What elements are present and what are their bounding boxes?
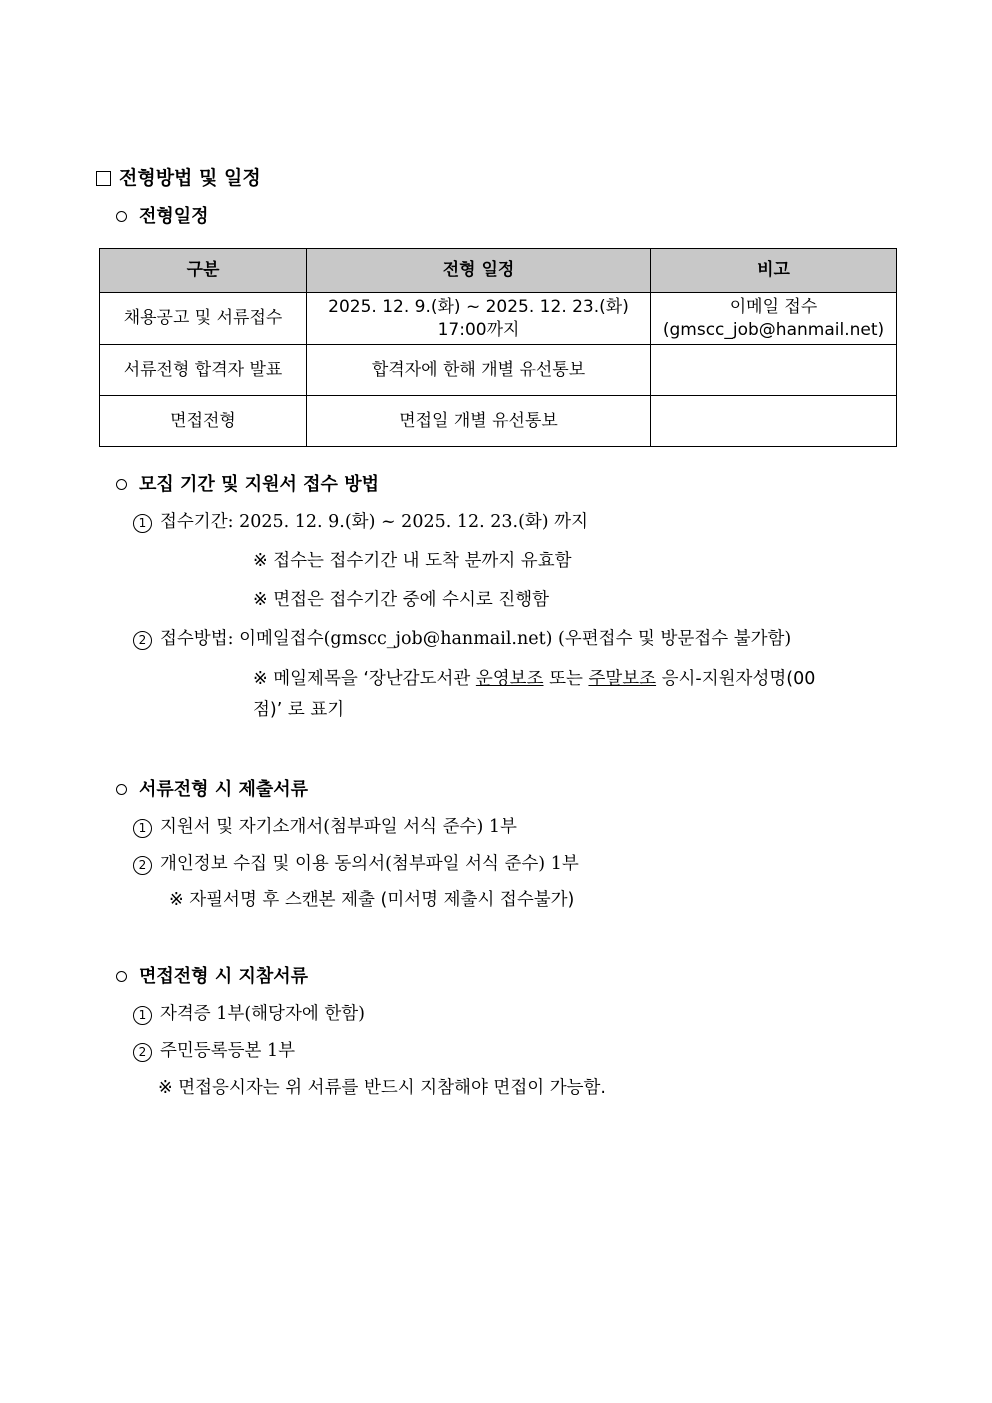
email-subject-option-1: 운영보조	[475, 669, 544, 689]
column-header-schedule: 전형 일정	[307, 249, 651, 293]
circled-number-icon: 2	[133, 856, 152, 875]
table-cell-category: 면접전형	[100, 396, 307, 447]
section-title-text: 전형방법 및 일정	[119, 167, 261, 189]
schedule-line: 17:00까지	[437, 319, 520, 340]
recruitment-heading-text: 모집 기간 및 지원서 접수 방법	[139, 474, 379, 495]
table-cell-category: 서류전형 합격자 발표	[100, 345, 307, 396]
email-subject-note-prefix: ※ 메일제목을 ‘장난감도서관	[253, 669, 476, 689]
table-row	[100, 345, 897, 396]
circled-number-icon: 1	[133, 514, 152, 533]
documents-note: ※ 자필서명 후 스캔본 제출 (미서명 제출시 접수불가)	[169, 890, 575, 910]
circled-number-icon: 2	[133, 1043, 152, 1062]
column-header-note: 비고	[651, 249, 897, 293]
table-cell-note	[651, 396, 897, 447]
circle-bullet-icon	[116, 784, 127, 795]
recruitment-note-1: ※ 접수는 접수기간 내 도착 분까지 유효함	[253, 551, 572, 571]
table-cell-schedule	[307, 293, 651, 345]
table-cell-schedule: 합격자에 한해 개별 유선통보	[307, 345, 651, 396]
documents-item-2-text: 개인정보 수집 및 이용 동의서(첨부파일 서식 준수) 1부	[160, 854, 579, 874]
table-header-row	[100, 249, 897, 293]
table-cell-schedule: 면접일 개별 유선통보	[307, 396, 651, 447]
interview-item-1-text: 자격증 1부(해당자에 한함)	[160, 1004, 365, 1024]
circled-number-icon: 1	[133, 819, 152, 838]
section-title	[96, 163, 261, 190]
schedule-table	[99, 248, 897, 447]
documents-heading-text: 서류전형 시 제출서류	[139, 779, 309, 800]
interview-item-2-text: 주민등록등본 1부	[160, 1041, 296, 1061]
interview-heading-text: 면접전형 시 지참서류	[139, 966, 309, 987]
documents-item-2	[133, 850, 579, 875]
circle-bullet-icon	[116, 971, 127, 982]
table-row	[100, 396, 897, 447]
email-subject-note	[253, 665, 815, 690]
recruitment-heading	[116, 470, 379, 496]
email-subject-note-suffix: 응시-지원자성명(00	[656, 669, 816, 689]
email-subject-note-line2: 점)’ 로 표기	[253, 700, 345, 720]
square-bullet-icon	[96, 171, 111, 186]
table-cell-note	[651, 293, 897, 345]
recruitment-item-1	[133, 508, 588, 533]
recruitment-item-1-text: 접수기간: 2025. 12. 9.(화) ~ 2025. 12. 23.(화) 까지	[160, 512, 588, 532]
note-line: (gmscc_job@hanmail.net)	[662, 319, 885, 340]
email-subject-option-2: 주말보조	[588, 669, 657, 689]
interview-item-1	[133, 1000, 365, 1025]
column-header-category: 구분	[100, 249, 307, 293]
recruitment-item-2	[133, 625, 791, 650]
interview-note: ※ 면접응시자는 위 서류를 반드시 지참해야 면접이 가능함.	[158, 1078, 606, 1098]
recruitment-item-2-text: 접수방법: 이메일접수(gmscc_job@hanmail.net) (우편접수 및 방문접수 불가함)	[160, 629, 792, 649]
documents-item-1	[133, 813, 517, 838]
table-cell-note	[651, 345, 897, 396]
documents-heading	[116, 775, 308, 801]
note-line: 이메일 접수	[729, 296, 818, 317]
interview-heading	[116, 962, 308, 988]
schedule-heading	[116, 202, 209, 228]
table-cell-category: 채용공고 및 서류접수	[100, 293, 307, 345]
schedule-line: 2025. 12. 9.(화) ~ 2025. 12. 23.(화)	[328, 296, 629, 317]
circled-number-icon: 2	[133, 631, 152, 650]
circled-number-icon: 1	[133, 1006, 152, 1025]
recruitment-note-2: ※ 면접은 접수기간 중에 수시로 진행함	[253, 590, 550, 610]
documents-item-1-text: 지원서 및 자기소개서(첨부파일 서식 준수) 1부	[160, 817, 517, 837]
email-subject-note-mid: 또는	[543, 669, 589, 689]
table-row	[100, 293, 897, 345]
interview-item-2	[133, 1037, 295, 1062]
schedule-heading-text: 전형일정	[139, 206, 209, 227]
circle-bullet-icon	[116, 211, 127, 222]
circle-bullet-icon	[116, 479, 127, 490]
